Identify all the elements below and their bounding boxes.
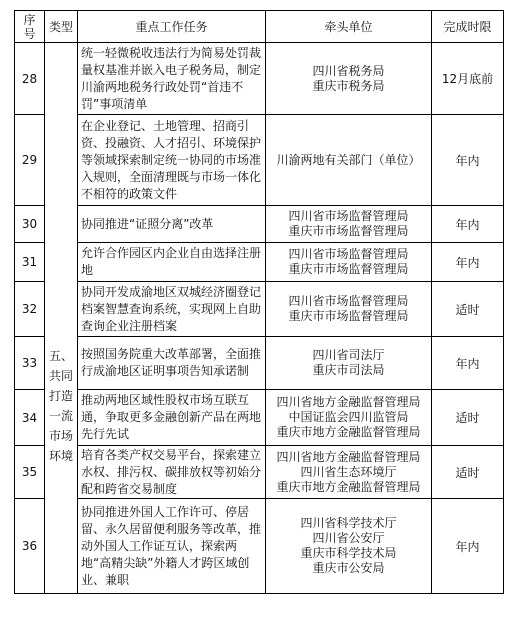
deadline-cell: 年内 bbox=[432, 115, 504, 206]
lead-cell bbox=[266, 43, 432, 115]
row-number: 35 bbox=[15, 446, 45, 499]
lead-unit: 四川省地方金融监督管理局 bbox=[276, 395, 421, 409]
header-row bbox=[15, 11, 504, 43]
lead-unit: 重庆市地方金融监督管理局 bbox=[276, 425, 421, 439]
lead-cell bbox=[266, 390, 432, 446]
lead-cell bbox=[266, 206, 432, 243]
table-row bbox=[15, 206, 504, 243]
lead-unit: 四川省市场监督管理局 bbox=[288, 209, 409, 223]
row-number: 32 bbox=[15, 282, 45, 337]
row-number: 29 bbox=[15, 115, 45, 206]
row-number: 30 bbox=[15, 206, 45, 243]
deadline-cell: 年内 bbox=[432, 337, 504, 390]
header-task: 重点工作任务 bbox=[78, 11, 266, 43]
lead-cell bbox=[266, 243, 432, 282]
lead-cell bbox=[266, 115, 432, 206]
deadline-cell: 适时 bbox=[432, 390, 504, 446]
lead-unit: 四川省公安厅 bbox=[312, 531, 385, 545]
lead-unit: 重庆市公安局 bbox=[312, 561, 385, 575]
lead-unit: 重庆市市场监督管理局 bbox=[288, 309, 409, 323]
row-number: 31 bbox=[15, 243, 45, 282]
task-cell: 在企业登记、土地管理、招商引资、投融资、人才招引、环境保护等领域探索制定统一协同的市场准入规则，全面清理既与市场一体化不相符的政策文件 bbox=[78, 115, 266, 206]
task-cell: 协同推进“证照分离”改革 bbox=[78, 206, 266, 243]
header-no: 序号 bbox=[15, 11, 45, 43]
deadline-cell: 12月底前 bbox=[432, 43, 504, 115]
row-number: 28 bbox=[15, 43, 45, 115]
lead-cell bbox=[266, 337, 432, 390]
deadline-cell: 年内 bbox=[432, 499, 504, 594]
lead-unit: 四川省科学技术厅 bbox=[300, 516, 397, 530]
task-cell: 统一轻微税收违法行为简易处罚裁量权基准并嵌入电子税务局，制定川渝两地税务行政处罚“首违不罚”事项清单 bbox=[78, 43, 266, 115]
task-table bbox=[14, 10, 504, 594]
task-cell: 协同推进外国人工作许可、停居留、永久居留便利服务等改革，推动外国人工作证互认，探索两地“高精尖缺”外籍人才跨区域创业、兼职 bbox=[78, 499, 266, 594]
lead-unit: 四川省市场监督管理局 bbox=[288, 294, 409, 308]
header-lead: 牵头单位 bbox=[266, 11, 432, 43]
lead-unit: 四川省税务局 bbox=[312, 63, 385, 78]
type-cell bbox=[45, 43, 78, 594]
lead-unit: 四川省司法厅 bbox=[312, 348, 385, 362]
lead-unit: 四川省地方金融监督管理局 bbox=[276, 449, 421, 464]
deadline-cell: 适时 bbox=[432, 282, 504, 337]
task-cell: 推动两地区域性股权市场互联互通，争取更多金融创新产品在两地先行先试 bbox=[78, 390, 266, 446]
header-time: 完成时限 bbox=[432, 11, 504, 43]
lead-unit: 重庆市科学技术局 bbox=[300, 546, 397, 560]
row-number: 36 bbox=[15, 499, 45, 594]
task-cell: 按照国务院重大改革部署，全面推行成渝地区证明事项告知承诺制 bbox=[78, 337, 266, 390]
row-number: 34 bbox=[15, 390, 45, 446]
deadline-cell: 适时 bbox=[432, 446, 504, 499]
lead-unit: 重庆市市场监督管理局 bbox=[288, 224, 409, 238]
table-row bbox=[15, 282, 504, 337]
table-row bbox=[15, 446, 504, 499]
table-row bbox=[15, 390, 504, 446]
lead-unit: 中国证监会四川监管局 bbox=[288, 410, 409, 424]
lead-unit: 川渝两地有关部门（单位） bbox=[276, 152, 421, 167]
lead-unit: 四川省市场监督管理局 bbox=[288, 247, 409, 261]
task-cell: 允许合作园区内企业自由选择注册地 bbox=[78, 243, 266, 282]
lead-cell bbox=[266, 446, 432, 499]
task-cell: 培育各类产权交易平台，探索建立水权、排污权、碳排放权等初始分配和跨省交易制度 bbox=[78, 446, 266, 499]
lead-cell bbox=[266, 282, 432, 337]
lead-unit: 重庆市地方金融监督管理局 bbox=[276, 479, 421, 494]
lead-unit: 重庆市司法局 bbox=[312, 363, 385, 377]
lead-unit: 重庆市市场监督管理局 bbox=[288, 262, 409, 276]
table-row bbox=[15, 43, 504, 115]
table-row bbox=[15, 243, 504, 282]
task-cell: 协同开发成渝地区双城经济圈登记档案智慧查询系统，实现网上自助查询企业注册档案 bbox=[78, 282, 266, 337]
lead-cell bbox=[266, 499, 432, 594]
type-label: 五、共同打造一流市场环境 bbox=[48, 349, 73, 463]
lead-unit: 重庆市税务局 bbox=[312, 78, 385, 93]
lead-unit: 四川省生态环境厅 bbox=[300, 464, 397, 479]
table-row bbox=[15, 115, 504, 206]
deadline-cell: 年内 bbox=[432, 243, 504, 282]
table-row bbox=[15, 499, 504, 594]
deadline-cell: 年内 bbox=[432, 206, 504, 243]
row-number: 33 bbox=[15, 337, 45, 390]
header-type: 类型 bbox=[45, 11, 78, 43]
table-row bbox=[15, 337, 504, 390]
